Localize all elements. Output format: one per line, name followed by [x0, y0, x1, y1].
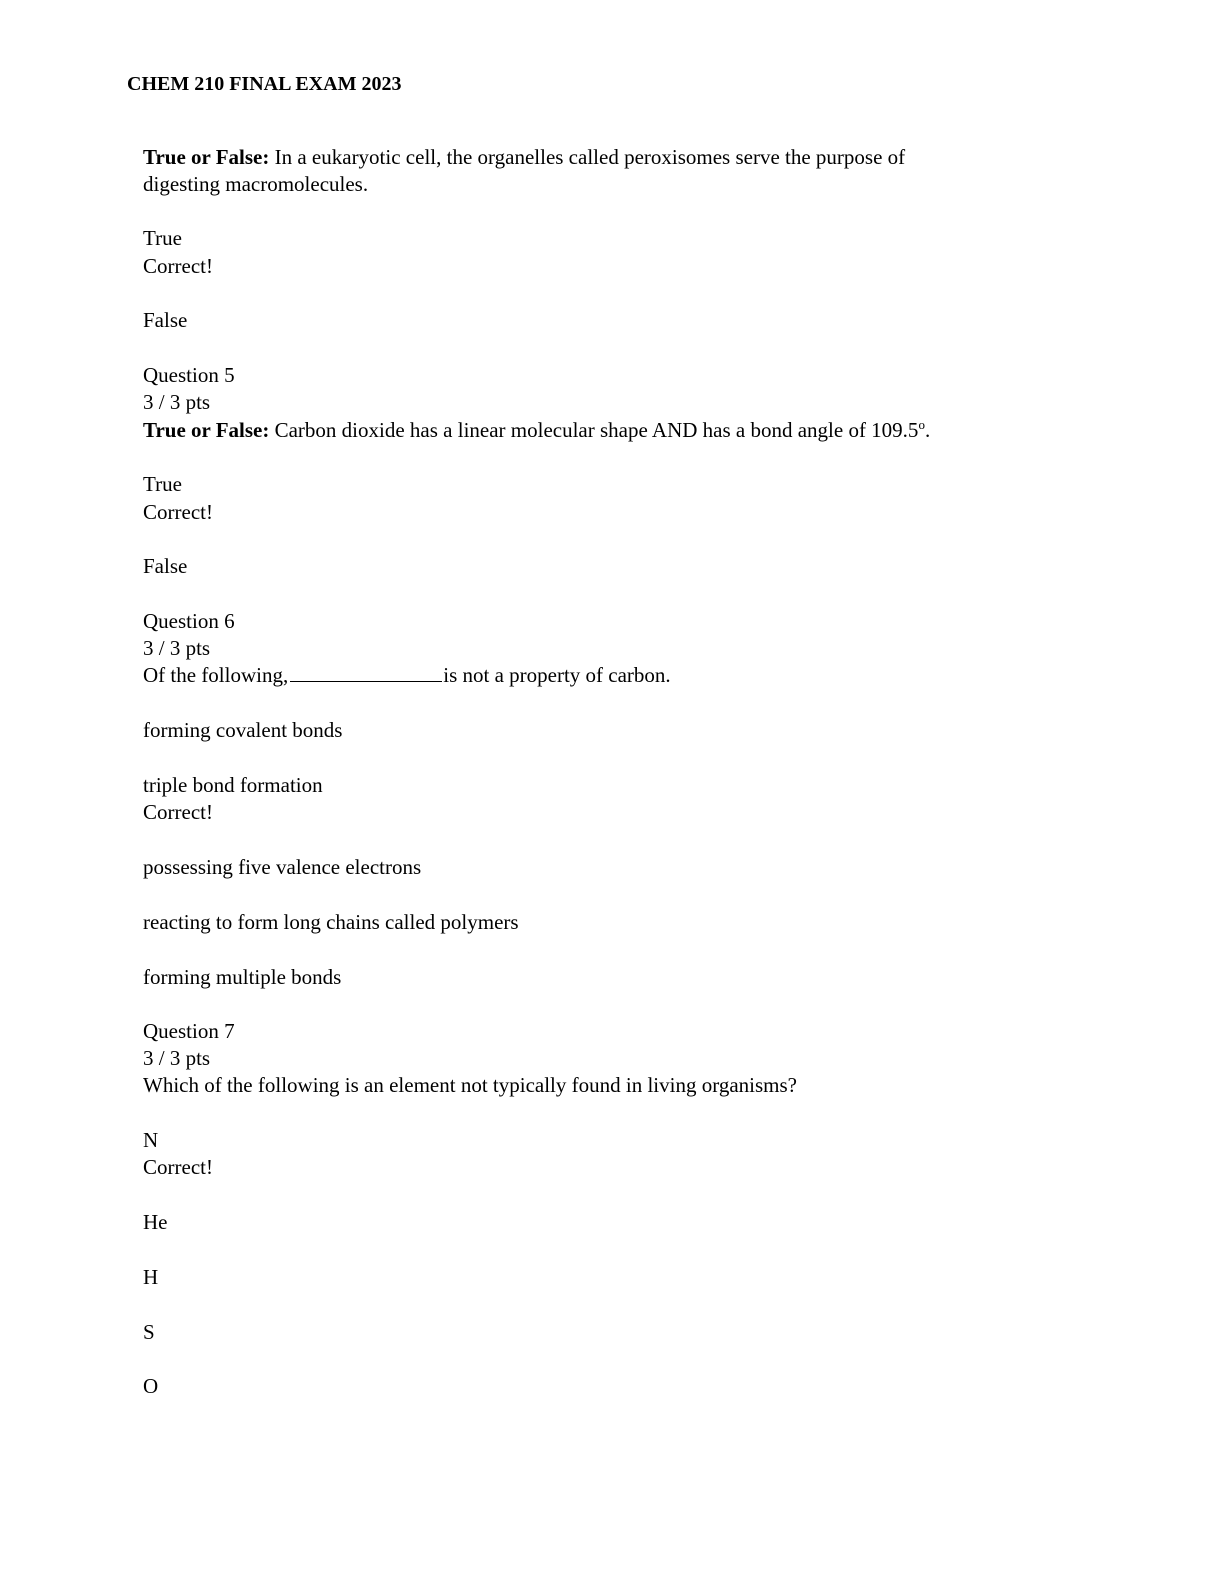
- q5-text: Carbon dioxide has a linear molecular shape AND has a bond angle of 109.5: [269, 418, 919, 442]
- q6-option-5[interactable]: forming multiple bonds: [143, 965, 342, 989]
- q5-question: [143, 417, 930, 444]
- q5-option-true[interactable]: True: [143, 472, 182, 496]
- q4-option-false[interactable]: False: [143, 308, 188, 332]
- q7-heading: Question 7: [143, 1019, 235, 1043]
- q5-text-end: .: [924, 418, 931, 442]
- q6-option-2[interactable]: triple bond formation: [143, 773, 323, 797]
- q4-option-true[interactable]: True: [143, 226, 182, 250]
- q4-prefix: True or False:: [143, 145, 270, 169]
- q6-option-4[interactable]: reacting to form long chains called polymers: [143, 910, 519, 934]
- q6-text-before: Of the following,: [143, 663, 289, 687]
- q7-question: Which of the following is an element not typically found in living organisms?: [143, 1073, 797, 1097]
- q4-question-line2: digesting macromolecules.: [143, 172, 369, 196]
- fill-in-blank: [290, 663, 442, 682]
- q7-correct-label: Correct!: [143, 1155, 213, 1179]
- document-title: CHEM 210 FINAL EXAM 2023: [127, 73, 402, 95]
- q7-option-n[interactable]: N: [143, 1128, 159, 1152]
- q6-correct-label: Correct!: [143, 800, 213, 824]
- q5-prefix: True or False:: [143, 418, 270, 442]
- q7-option-h[interactable]: H: [143, 1265, 159, 1289]
- q6-option-1[interactable]: forming covalent bonds: [143, 718, 343, 742]
- q4-question-line1: [143, 144, 905, 171]
- q7-points: 3 / 3 pts: [143, 1046, 211, 1070]
- degree-symbol: o: [918, 417, 925, 432]
- q5-option-false[interactable]: False: [143, 554, 188, 578]
- q6-heading: Question 6: [143, 609, 235, 633]
- q6-text-after: is not a property of carbon.: [443, 663, 671, 687]
- q4-text-line1: In a eukaryotic cell, the organelles called peroxisomes serve the purpose of: [269, 145, 906, 169]
- q5-heading: Question 5: [143, 363, 235, 387]
- q5-points: 3 / 3 pts: [143, 390, 211, 414]
- q6-points: 3 / 3 pts: [143, 636, 211, 660]
- q4-correct-label: Correct!: [143, 254, 213, 278]
- q6-option-3[interactable]: possessing five valence electrons: [143, 855, 422, 879]
- q5-correct-label: Correct!: [143, 500, 213, 524]
- q7-option-o[interactable]: O: [143, 1374, 159, 1398]
- q6-question: [143, 662, 671, 689]
- q7-option-he[interactable]: He: [143, 1210, 168, 1234]
- q7-option-s[interactable]: S: [143, 1320, 155, 1344]
